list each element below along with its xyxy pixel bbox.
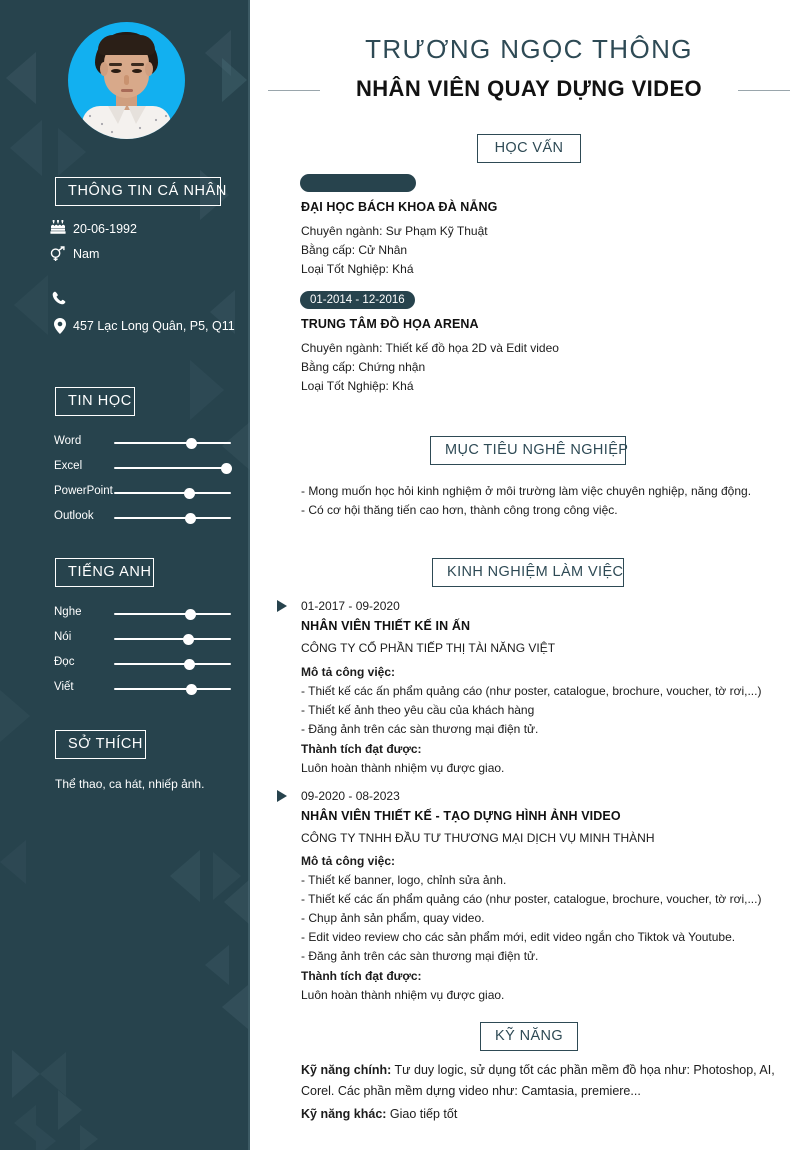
- experience-company-1: CÔNG TY TNHH ĐẦU TƯ THƯƠNG MẠI DỊCH VỤ MINH THÀNH: [301, 831, 655, 845]
- header-rule-right: [738, 90, 790, 91]
- birthday-cake-icon: [50, 220, 66, 240]
- english-knob-noi[interactable]: [183, 634, 194, 645]
- decorative-triangle: [6, 52, 36, 104]
- decorative-triangle: [14, 275, 48, 335]
- decorative-triangle: [12, 1050, 40, 1098]
- skills-other: [301, 1104, 801, 1125]
- skill-knob-outlook[interactable]: [185, 513, 196, 524]
- info-value-birthdate: 20-06-1992: [73, 222, 137, 236]
- experience-desc-0-2: - Đăng ảnh trên các sàn thương mại điện tử.: [301, 722, 539, 736]
- experience-ach-label-1: Thành tích đạt được:: [301, 969, 422, 983]
- skill-track-powerpoint[interactable]: [114, 492, 231, 494]
- experience-desc-1-3: - Edit video review cho các sản phẩm mới, edit video ngắn cho Tiktok và Youtube.: [301, 930, 736, 944]
- english-track-nghe[interactable]: [114, 613, 231, 615]
- experience-company-0: CÔNG TY CỔ PHẦN TIẾP THỊ TÀI NĂNG VIỆT: [301, 641, 556, 655]
- skill-knob-excel[interactable]: [221, 463, 232, 474]
- english-label-nghe: Nghe: [54, 606, 82, 618]
- decorative-triangle: [0, 840, 26, 884]
- sidebar-heading-hobbies: SỞ THÍCH: [55, 730, 146, 759]
- info-value-address: 457 Lạc Long Quân, P5, Q11: [73, 319, 235, 333]
- phone-icon: [52, 291, 66, 310]
- main-content: [250, 0, 808, 1158]
- decorative-triangle: [36, 1125, 56, 1150]
- skill-label-excel: Excel: [54, 460, 83, 472]
- decorative-triangle: [58, 1090, 82, 1130]
- skill-track-word[interactable]: [114, 442, 231, 444]
- education-line-1-1: Bằng cấp: Chứng nhận: [301, 360, 426, 374]
- skill-knob-word[interactable]: [186, 438, 197, 449]
- location-pin-icon: [54, 318, 66, 339]
- english-track-noi[interactable]: [114, 638, 231, 640]
- experience-bullet-arrow-0: [277, 600, 287, 612]
- sidebar-heading-computer-skills: TIN HỌC: [55, 387, 135, 416]
- avatar: [68, 22, 185, 139]
- page-title: TRƯƠNG NGỌC THÔNG: [365, 34, 693, 64]
- experience-ach-label-0: Thành tích đạt được:: [301, 742, 422, 756]
- shirt-pattern-icon: [82, 108, 171, 139]
- experience-position-1: NHÂN VIÊN THIẾT KẾ - TẠO DỰNG HÌNH ẢNH VIDEO: [301, 809, 621, 823]
- skill-track-excel[interactable]: [114, 467, 231, 469]
- experience-desc-1-0: - Thiết kế banner, logo, chỉnh sửa ảnh.: [301, 873, 507, 887]
- section-heading-education: HỌC VẤN: [477, 134, 581, 163]
- english-track-viet[interactable]: [114, 688, 231, 690]
- skill-track-outlook[interactable]: [114, 517, 231, 519]
- skills-other-label: Kỹ năng khác:: [301, 1107, 387, 1121]
- skills-other-value: Giao tiếp tốt: [389, 1107, 458, 1121]
- sidebar-heading-personal-info: THÔNG TIN CÁ NHÂN: [55, 177, 221, 206]
- decorative-triangle: [222, 985, 248, 1029]
- decorative-triangle: [205, 945, 229, 985]
- objective-line-1: - Có cơ hội thăng tiến cao hơn, thành công trong công việc.: [301, 503, 618, 517]
- objective-line-0: - Mong muốn học hỏi kinh nghiệm ở môi trường làm việc chuyên nghiệp, năng động.: [301, 484, 752, 498]
- english-knob-viet[interactable]: [186, 684, 197, 695]
- experience-desc-1-2: - Chụp ảnh sản phẩm, quay video.: [301, 911, 485, 925]
- hobbies-text: Thể thao, ca hát, nhiếp ảnh.: [55, 777, 205, 791]
- education-line-0-2: Loại Tốt Nghiệp: Khá: [301, 262, 414, 276]
- gender-icon: [50, 246, 67, 267]
- experience-desc-0-0: - Thiết kế các ấn phẩm quảng cáo (như poster, catalogue, brochure, voucher, tờ rơi,...): [301, 684, 762, 698]
- experience-desc-label-0: Mô tả công việc:: [301, 665, 396, 679]
- english-knob-doc[interactable]: [184, 659, 195, 670]
- experience-position-0: NHÂN VIÊN THIẾT KẾ IN ẤN: [301, 619, 471, 633]
- decorative-triangle: [190, 360, 224, 420]
- skills-main: [301, 1060, 801, 1102]
- info-value-gender: Nam: [73, 247, 100, 261]
- experience-date-1: 09-2020 - 08-2023: [301, 789, 400, 803]
- experience-bullet-arrow-1: [277, 790, 287, 802]
- skill-label-outlook: Outlook: [54, 510, 94, 522]
- experience-desc-1-1: - Thiết kế các ấn phẩm quảng cáo (như poster, catalogue, brochure, voucher, tờ rơi,...): [301, 892, 762, 906]
- education-date-redacted: [300, 174, 416, 192]
- skill-label-powerpoint: PowerPoint: [54, 485, 113, 497]
- experience-ach-0: Luôn hoàn thành nhiệm vụ được giao.: [301, 761, 505, 775]
- header-rule-left: [268, 90, 320, 91]
- sidebar: [0, 0, 250, 1150]
- education-org-1: TRUNG TÂM ĐỒ HỌA ARENA: [301, 317, 479, 331]
- section-heading-skills: KỸ NĂNG: [480, 1022, 578, 1051]
- decorative-triangle: [0, 690, 30, 742]
- education-line-1-0: Chuyên ngành: Thiết kế đồ họa 2D và Edit video: [301, 341, 559, 355]
- english-label-noi: Nói: [54, 631, 72, 643]
- decorative-triangle: [224, 880, 249, 924]
- education-line-0-1: Bằng cấp: Cử Nhân: [301, 243, 408, 257]
- education-org-0: ĐẠI HỌC BÁCH KHOA ĐÀ NẴNG: [301, 200, 498, 214]
- decorative-triangle: [170, 850, 200, 902]
- decorative-triangle: [222, 58, 247, 102]
- sidebar-heading-english: TIẾNG ANH: [55, 558, 154, 587]
- experience-desc-1-4: - Đăng ảnh trên các sàn thương mại điện tử.: [301, 949, 539, 963]
- decorative-triangle: [80, 1125, 98, 1150]
- section-heading-experience: KINH NGHIỆM LÀM VIỆC: [432, 558, 624, 587]
- skills-main-value: Tư duy logic, sử dụng tốt các phần mềm đồ họa như: Photoshop, AI, Corel. Các phần mềm dựng video như: Camtasia, premiere...: [301, 1063, 775, 1098]
- experience-desc-0-1: - Thiết kế ảnh theo yêu cầu của khách hàng: [301, 703, 535, 717]
- experience-ach-1: Luôn hoàn thành nhiệm vụ được giao.: [301, 988, 505, 1002]
- decorative-triangle: [10, 120, 42, 176]
- decorative-triangle: [14, 1105, 36, 1141]
- english-label-doc: Đọc: [54, 656, 75, 668]
- education-line-0-0: Chuyên ngành: Sư Phạm Kỹ Thuật: [301, 224, 488, 238]
- skills-main-label: Kỹ năng chính:: [301, 1063, 392, 1077]
- education-line-1-2: Loại Tốt Nghiệp: Khá: [301, 379, 414, 393]
- experience-date-0: 01-2017 - 09-2020: [301, 599, 400, 613]
- section-heading-objective: MỤC TIÊU NGHÊ NGHIỆP: [430, 436, 626, 465]
- english-knob-nghe[interactable]: [185, 609, 196, 620]
- job-title: NHÂN VIÊN QUAY DỰNG VIDEO: [355, 76, 703, 101]
- education-date-1: 01-2014 - 12-2016: [300, 291, 415, 309]
- skill-knob-powerpoint[interactable]: [184, 488, 195, 499]
- english-track-doc[interactable]: [114, 663, 231, 665]
- experience-desc-label-1: Mô tả công việc:: [301, 854, 396, 868]
- english-label-viet: Viết: [54, 681, 74, 693]
- skill-label-word: Word: [54, 435, 82, 447]
